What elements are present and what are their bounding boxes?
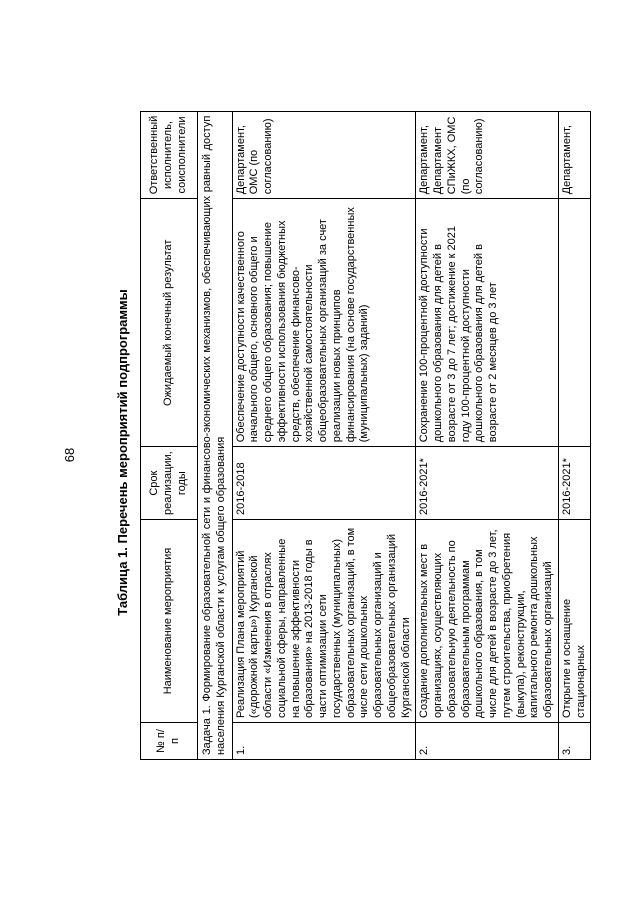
header-no: № п/п: [141, 723, 198, 760]
row-name: Реализация Плана мероприятий («дорожной карты») Курганской области «Изменения в отраслях социальной сферы, направленные на повышение эффективности образования» на 2013-2018 годы в части оптимизации сети государственных (муниципальных) образовательных организаций, в том числе сети дошкольных образовательных организаций и общеобразовательных организаций Курганской области: [232, 520, 416, 723]
row-result: [558, 199, 591, 447]
table-header-row: [141, 111, 198, 759]
table-row: [416, 111, 559, 759]
row-responsible: Департамент,: [558, 111, 591, 199]
table-row: [558, 111, 591, 759]
row-result: Обеспечение доступности качественного начального общего, основного общего и среднего общего образования; повышение эффективности использования бюджетных средств, обеспечение финансово-хозяйственной самостоятельности общеобразовательных организаций за счет реализации новых принципов финансирования (на основе государственных (муниципальных) заданий): [232, 199, 416, 447]
measures-table: [140, 111, 591, 760]
row-no: 1.: [232, 723, 416, 760]
row-responsible: Департамент, ОМС (по согласованию): [232, 111, 416, 199]
row-name: Открытие и оснащение стационарных: [558, 520, 591, 723]
row-name: Создание дополнительных мест в организациях, осуществляющих образовательную деятельность по образовательным программам дошкольного образования, в том числе для детей в возрасте до 3 лет, путем строительства, приобретения (выкупа), реконструкции, капитального ремонта дошкольных образовательных организаций: [416, 520, 559, 723]
row-result: Сохранение 100-процентной доступности дошкольного образования для детей в возрасте от 3 до 7 лет; достижение к 2021 году 100-процентной доступности дошкольного образования для детей в возрасте от 2 месяцев до 3 лет: [416, 199, 559, 447]
task-row: [198, 111, 233, 759]
row-term: 2016-2018: [232, 447, 416, 520]
header-term: Срок реализации, годы: [141, 447, 198, 520]
header-result: Ожидаемый конечный результат: [141, 199, 198, 447]
row-no: 3.: [558, 723, 591, 760]
row-responsible: Департамент, Департамент СПиЖКХ, ОМС (по согласованию): [416, 111, 559, 199]
header-responsible: Ответственный исполнитель, соисполнители: [141, 111, 198, 199]
header-name: Наименование мероприятия: [141, 520, 198, 723]
row-term: 2016-2021*: [416, 447, 559, 520]
table-title: Таблица 1. Перечень мероприятий подпрограммы: [115, 289, 130, 616]
page-number: 68: [62, 447, 77, 463]
row-no: 2.: [416, 723, 559, 760]
table-row: [232, 111, 416, 759]
task-text: Задача 1. Формирование образовательной сети и финансово-экономических механизмов, обеспечивающих равный доступ населения Курганской области к услугам общего образования: [198, 111, 233, 759]
row-term: 2016-2021*: [558, 447, 591, 520]
